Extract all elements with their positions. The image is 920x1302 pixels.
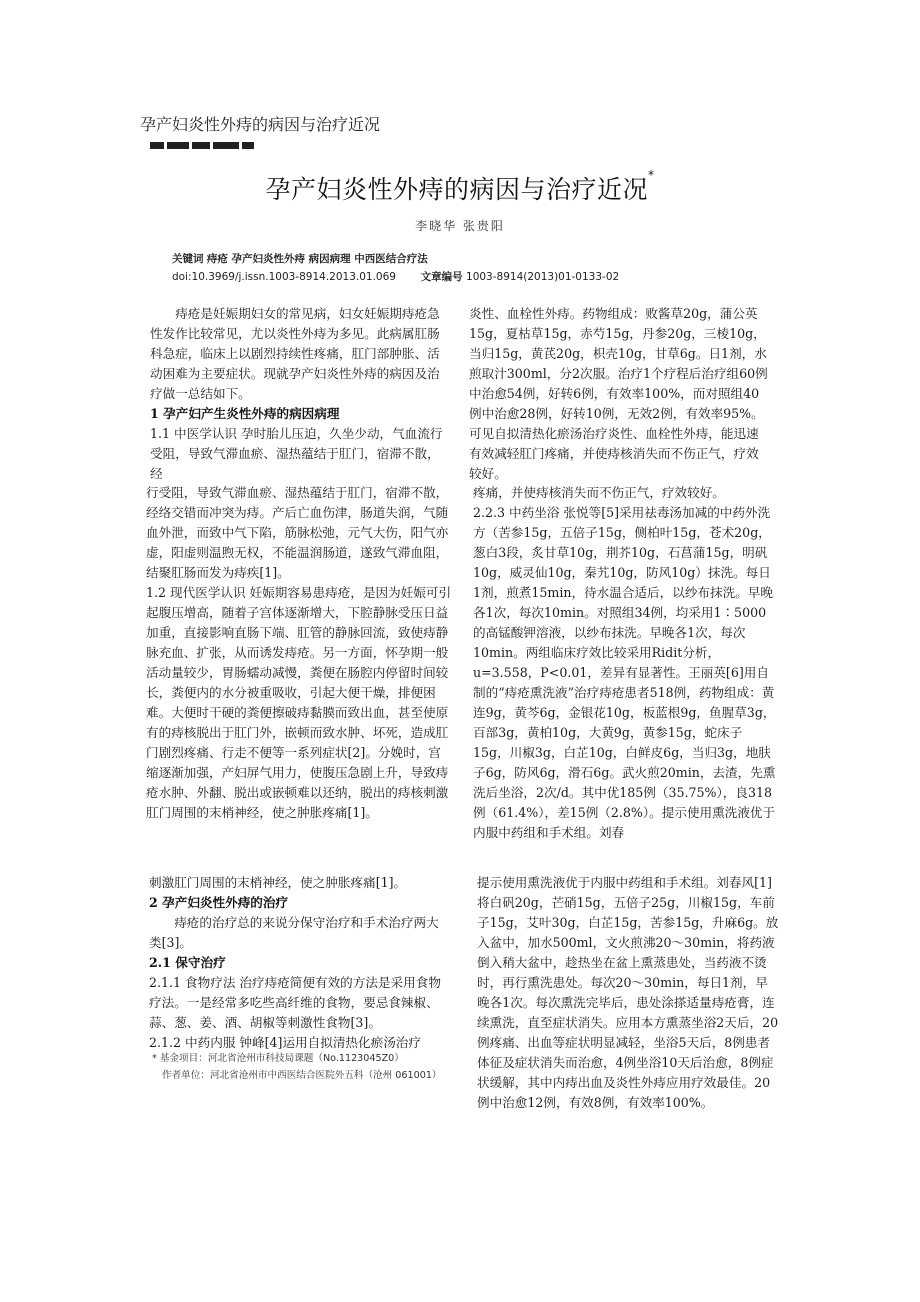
block2-right-column [473,483,777,840]
document-header: 孕产妇炎性外痔的病因与治疗近况 [140,115,381,134]
paragraph: 2.2.3 中药坐浴 张悦等[5]采用祛毒汤加减的中药外洗方（苦参15g，五倍子15g，侧柏叶15g，苍术20g，葱白3段，炙甘草10g，荆芥10g，石菖蒲15g，明矾10g，威灵仙10g，秦艽10g，防风10g）抹洗。每日1剂，煎煮15min，待水温合适后，以纱布抹洗。早晚各1次，每次10min。对照组34例，均采用1∶5000的高锰酸钾溶液，以纱布抹洗。早晚各1次，每次10min。两组临床疗效比较采用Ridit分析，u=3.558，P<0.01，差异有显著性。王丽英[6]用自制的“痔疮熏洗液”治疗痔疮患者518例，药物组成：黄连9g，黄芩6g，金银花10g，板蓝根9g，鱼腥草3g，百部3g，黄柏10g，大黄9g，黄参15g，蛇床子15g，川椒3g，白芷10g，白鲜皮6g，当归3g，地肤子6g，防风6g，滑石6g。武火煎20min，去渣，先熏洗后坐浴，2次/d。其中优185例（35.75%），良318例（61.4%），差15例（2.8%）。提示使用熏洗液优于内服中药组和手术组。刘春 [473,505,776,840]
paragraph: 疼痛，并使痔核消失而不伤正气，疗效较好。 [473,485,725,500]
block1-left-column [150,304,450,481]
paragraph: 2.1.2 中药内服 钟峰[4]运用自拟清热化瘀汤治疗 [149,1035,421,1050]
article-title [0,170,920,206]
paragraph: 刺激肛门周围的末梢神经，使之肿胀疼痛[1]。 [149,875,407,890]
section-heading: 2.1 保守治疗 [149,955,226,970]
paragraph: 1.2 现代医学认识 妊娠期容易患痔疮，是因为妊娠可引起腹压增高，随着子宫体逐渐增大，下腔静脉受压日益加重，直接影响直肠下端、肛管的静脉回流，致使痔静脉充血、扩张，从而诱发痔疮。另一方面，怀孕期一般活动量较少，胃肠蠕动减慢，粪便在肠腔内停留时间较长，粪便内的水分被重吸收，引起大便干燥，排便困难。大便时干硬的粪便擦破痔黏膜而致出血，甚至使原有的痔核脱出于肛门外，嵌顿而致水肿、坏死，造成肛门剧烈疼痛、行走不便等一系列症状[2]。分娩时，宫缩逐渐加强，产妇屏气用力，使腹压急剧上升，导致痔疮水肿、外翻、脱出或嵌顿难以还纳，脱出的痔核刺激肛门周围的末梢神经，使之肿胀疼痛[1]。 [146,585,452,820]
paragraph: 提示使用熏洗液优于内服中药组和手术组。刘春风[1]将白矾20g，芒硝15g，五倍子25g，川椒15g，车前子15g，艾叶30g，白芷15g，苦参15g，升麻6g。放入盆中，加水500ml，文火煎沸20～30min，将药液倒入稍大盆中，趁热坐在盆上熏蒸患处，当药液不烫时，再行熏洗患处。每次20～30min，每日1剂，早晚各1次。每次熏洗完毕后，患处涂搽适量痔疮膏，连续熏洗，直至症状消失。应用本方熏蒸坐浴2天后，20例疼痛、出血等症状明显减轻，坐浴5天后，8例患者体征及症状消失而治愈，4例坐浴10天后治愈，8例症状缓解，其中内痔出血及炎性外痔应用疗效最佳。20例中治愈12例，有效8例，有效率100%。 [477,875,779,1110]
footnote-funding: * 基金项目：河北省沧州市科技局课题（No.1123045Z0） [152,1053,404,1064]
footnotes [152,1050,452,1084]
section-heading: 2 孕产妇炎性外痔的治疗 [149,895,289,910]
scan-artifact [150,142,268,150]
paragraph: 2.1.1 食物疗法 治疗痔疮简便有效的方法是采用食物疗法。一是经常多吃些高纤维的食物，要忌食辣椒、蒜、葱、姜、酒、胡椒等刺激性食物[3]。 [149,975,441,1030]
section-heading: 1 孕产妇产生炎性外痔的病因病理 [150,406,340,421]
keywords-line [172,251,428,266]
paragraph: 痔疮是妊娠期妇女的常见病，妇女妊娠期痔疮急性发作比较常见，尤以炎性外痔为多见。此病属肛肠科急症，临床上以剧烈持续性疼痛，肛门部肿胀、活动困难为主要症状。现就孕产妇炎性外痔的病因及治疗做一总结如下。 [150,306,440,401]
paragraph: 1.1 中医学认识 孕时胎儿压迫，久坐少动，气血流行受阻，导致气滞血瘀、湿热蕴结于肛门，宿滞不散，经 [150,426,443,481]
doi-line [172,269,619,284]
block1-right-column [469,304,769,481]
doi: doi:10.3969/j.issn.1003-8914.2013.01.069 [172,271,396,283]
footnote-affiliation: 作者单位：河北省沧州市中西医结合医院外五科（沧州 061001） [162,1070,442,1081]
article-no-label: 文章编号 [420,271,463,283]
keywords: 痔疮 孕产妇炎性外痔 病因病理 中西医结合疗法 [206,253,428,265]
block2-left-column [146,483,452,849]
paragraph: 炎性、血栓性外痔。药物组成：败酱草20g，蒲公英15g，夏枯草15g，赤芍15g，丹参20g，三棱10g，当归15g，黄芪20g，枳壳10g，甘草6g。日1剂，水煎取汁300ml，分2次服。治疗1个疗程后治疗组60例中治愈54例，好转6例，有效率100%，而对照组40例中治愈28例，好转10例，无效2例，有效率95%。可见自拟清热化瘀汤治疗炎性、血栓性外痔，能迅速有效减轻肛门疼痛，并使痔核消失而不伤正气，疗效较好。 [469,306,768,481]
block3-right-column [477,873,780,1110]
block3-left-column [149,873,449,1063]
title-text: 孕产妇炎性外痔的病因与治疗近况 [265,175,648,204]
title-footnote-mark: * [648,168,655,182]
authors: 李晓华 张贵阳 [415,219,505,233]
keywords-label: 关键词 [172,253,204,265]
article-no: 1003-8914(2013)01-0133-02 [466,271,620,283]
paragraph: 痔疮的治疗总的来说分保守治疗和手术治疗两大类[3]。 [149,915,439,950]
paragraph: 行受阻，导致气滞血瘀、湿热蕴结于肛门，宿滞不散，经络交错而冲突为痔。产后亡血伤津，肠道失润，气随血外泄，而致中气下陷，筋脉松弛，元气大伤，阳气亦虚，阳虚则温煦无权，不能温润肠道，遂致气滞血阻，结聚肛肠而发为痔疾[1]。 [146,485,449,580]
